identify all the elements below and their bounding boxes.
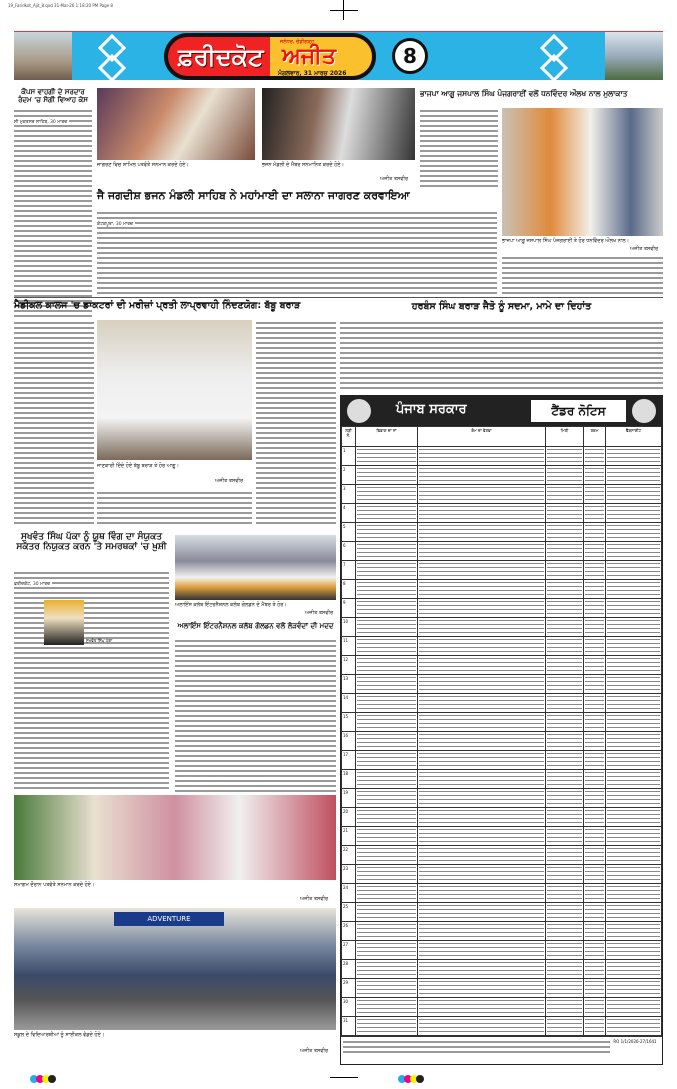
print-slug: 19_Faridkot_Ajit_8.qxd 31-Mar-26 1:18:20 PM Page 8 bbox=[8, 3, 113, 8]
serial-number: 4 bbox=[342, 504, 356, 523]
tender-row bbox=[342, 580, 662, 599]
tender-row bbox=[342, 903, 662, 922]
diamond-pattern bbox=[540, 54, 568, 80]
serial-number: 17 bbox=[342, 751, 356, 770]
tender-row bbox=[342, 960, 662, 979]
serial-number: 24 bbox=[342, 884, 356, 903]
tender-row bbox=[342, 618, 662, 637]
dateline: ਫ਼ਰੀਦਕੋਟ, 30 ਮਾਰਚ bbox=[14, 582, 51, 587]
col-header: ਵੈੱਬਸਾਈਟ bbox=[606, 427, 662, 447]
col-header: ਵਿਭਾਗ ਦਾ ਨਾਂ bbox=[356, 427, 418, 447]
serial-number: 21 bbox=[342, 827, 356, 846]
photo-credit: ਅਜੀਤ ਤਸਵੀਰ bbox=[300, 896, 329, 902]
serial-number: 25 bbox=[342, 903, 356, 922]
serial-number: 22 bbox=[342, 846, 356, 865]
dateline: ਸੀ ਮੁਕਤਸਰ ਸਾਹਿਬ, 30 ਮਾਰਚ bbox=[14, 120, 68, 125]
issue-date: ਮੰਗਲਵਾਰ, 31 ਮਾਰਚ 2026 bbox=[278, 70, 347, 77]
bottom-photo-2 bbox=[14, 908, 336, 1030]
alliance-photo bbox=[175, 535, 336, 600]
city-name: ਫ਼ਰੀਦਕੋਟ bbox=[178, 43, 264, 71]
headline-jagran: ਜੈ ਜਗਦੀਸ਼ ਭਜਨ ਮੰਡਲੀ ਸਾਹਿਬ ਨੇ ਮਹਾਂਮਾਈ ਦਾ ਸਲਾਨਾ ਜਾਗਰਣ ਕਰਵਾਇਆ bbox=[97, 189, 410, 202]
tender-row bbox=[342, 694, 662, 713]
divider bbox=[14, 297, 663, 298]
bjp-photo bbox=[502, 108, 663, 236]
serial-number: 3 bbox=[342, 485, 356, 504]
photo-caption: ਭਾਜਪਾ ਆਗੂ ਜਸਪਾਲ ਸਿੰਘ ਪੰਜਗਰਾਈਂ ਤੇ ਹੋਰ ਧਨਵਿੰਦਰ ਔਲਖ ਨਾਲ। bbox=[502, 238, 630, 244]
tender-row bbox=[342, 979, 662, 998]
serial-number: 18 bbox=[342, 770, 356, 789]
tender-row bbox=[342, 599, 662, 618]
serial-number: 7 bbox=[342, 561, 356, 580]
tender-table bbox=[341, 426, 662, 1036]
headline-harbans: ਹਰਬੰਸ ਸਿੰਘ ਬਰਾੜ ਜੈਤੋ ਨੂੰ ਸਦਮਾ, ਮਾਮੇ ਦਾ ਦਿਹਾਂਤ bbox=[411, 301, 592, 312]
tender-footer bbox=[341, 1036, 662, 1056]
tender-row bbox=[342, 542, 662, 561]
tender-row bbox=[342, 637, 662, 656]
photo-caption: ਜਾਣਕਾਰੀ ਦਿੰਦੇ ਹੋਏ ਬੱਬੂ ਬਰਾੜ ਤੇ ਹੋਰ ਆਗੂ। bbox=[97, 463, 179, 469]
photo-caption: ਭਜਨ ਮੰਡਲੀ ਦੇ ਮੈਂਬਰ ਸਨਮਾਨਿਤ ਕਰਦੇ ਹੋਏ। bbox=[262, 162, 344, 168]
serial-number: 5 bbox=[342, 523, 356, 542]
tender-row bbox=[342, 732, 662, 751]
tender-row bbox=[342, 865, 662, 884]
tender-row bbox=[342, 466, 662, 485]
headline-medical: ਮੈਡੀਕਲ ਕਾਲਜ 'ਚ ਡਾਕਟਰਾਂ ਦੀ ਮਰੀਜ਼ਾਂ ਪ੍ਰਤੀ ਲਾਪ੍ਰਵਾਹੀ ਨਿੰਦਣਯੋਗ: ਬੱਬੂ ਬਰਾੜ bbox=[14, 300, 301, 311]
brand-name: ਅਜੀਤ bbox=[282, 44, 336, 69]
article-body bbox=[14, 320, 94, 525]
page-number: 8 bbox=[392, 38, 428, 74]
serial-number: 13 bbox=[342, 675, 356, 694]
serial-number: 10 bbox=[342, 618, 356, 637]
registration-mark bbox=[330, 10, 358, 11]
photo-credit: ਅਜੀਤ ਤਸਵੀਰ bbox=[300, 1048, 329, 1054]
color-bar bbox=[398, 1068, 422, 1087]
seal-icon bbox=[632, 399, 656, 423]
masthead-logo bbox=[164, 33, 376, 80]
photo-credit: ਅਜੀਤ ਤਸਵੀਰ bbox=[215, 478, 244, 484]
tender-govt: ਪੰਜਾਬ ਸਰਕਾਰ bbox=[396, 402, 467, 417]
photo-caption: ਸਮਾਗਮ ਦੌਰਾਨ ਪਤਵੰਤੇ ਸਨਮਾਨ ਕਰਦੇ ਹੋਏ। bbox=[14, 882, 95, 888]
gurdwara-photo bbox=[605, 32, 663, 80]
photo-credit: ਅਜੀਤ ਤਸਵੀਰ bbox=[630, 246, 659, 252]
headline-sukhwant: ਸੁਖਵੰਤ ਸਿੰਘ ਪੱਕਾ ਨੂੰ ਯੂਥ ਵਿੰਗ ਦਾ ਸੰਯੁਕਤ ਸਕੱਤਰ ਨਿਯੁਕਤ ਕਰਨ 'ਤੇ ਸਮਰਥਕਾਂ 'ਚ ਖ਼ੁਸ਼ੀ bbox=[16, 532, 167, 553]
photo-credit: ਅਜੀਤ ਤਸਵੀਰ bbox=[305, 610, 334, 616]
tender-row bbox=[342, 941, 662, 960]
tender-row bbox=[342, 656, 662, 675]
tender-row bbox=[342, 675, 662, 694]
article-body bbox=[175, 638, 336, 792]
serial-number: 26 bbox=[342, 922, 356, 941]
serial-number: 15 bbox=[342, 713, 356, 732]
sukhwant-portrait bbox=[44, 600, 84, 645]
serial-number: 27 bbox=[342, 941, 356, 960]
serial-number: 30 bbox=[342, 998, 356, 1017]
article-body bbox=[420, 108, 498, 188]
serial-number: 19 bbox=[342, 789, 356, 808]
tender-row bbox=[342, 713, 662, 732]
jagran-photo-1 bbox=[97, 88, 255, 160]
serial-number: 1 bbox=[342, 447, 356, 466]
article-body bbox=[14, 570, 169, 792]
article-body bbox=[340, 320, 663, 390]
tender-row bbox=[342, 523, 662, 542]
bottom-photo-1 bbox=[14, 795, 336, 880]
masthead bbox=[14, 31, 663, 80]
serial-number: 16 bbox=[342, 732, 356, 751]
serial-number: 12 bbox=[342, 656, 356, 675]
photo-caption: ਅਲਾਇੰਸ ਕਲੱਬ ਇੰਟਰਨੈਸ਼ਨਲ ਕਲੱਬ ਗੋਲਡਨ ਦੇ ਮੈਂਬਰ ਤੇ ਹੋਰ। bbox=[175, 602, 287, 608]
tender-row bbox=[342, 485, 662, 504]
tender-row bbox=[342, 922, 662, 941]
tender-row bbox=[342, 770, 662, 789]
registration-mark bbox=[330, 1077, 358, 1078]
tender-row bbox=[342, 846, 662, 865]
article-body bbox=[97, 490, 252, 525]
col-header: ਰਕਮ bbox=[584, 427, 606, 447]
tender-row bbox=[342, 808, 662, 827]
col-header: ਮਿਤੀ bbox=[546, 427, 584, 447]
serial-number: 11 bbox=[342, 637, 356, 656]
serial-number: 20 bbox=[342, 808, 356, 827]
serial-number: 6 bbox=[342, 542, 356, 561]
tender-row bbox=[342, 504, 662, 523]
photo-caption: ਜਾਗਰਣ ਵਿਚ ਸ਼ਾਮਿਲ ਪਤਵੰਤੇ ਸਨਮਾਨ ਕਰਦੇ ਹੋਏ। bbox=[97, 162, 189, 168]
serial-number: 8 bbox=[342, 580, 356, 599]
col-header: ਕੰਮ ਦਾ ਵੇਰਵਾ bbox=[418, 427, 546, 447]
serial-number: 14 bbox=[342, 694, 356, 713]
dateline: ਕੋਟਕਪੂਰਾ, 30 ਮਾਰਚ bbox=[97, 222, 134, 227]
color-bar bbox=[30, 1068, 54, 1087]
punjab-emblem-icon bbox=[347, 399, 371, 423]
serial-number: 28 bbox=[342, 960, 356, 979]
headline-left: ਕੌਪਸ ਵਾਹਗੀ ਦੇ ਸਰਦਾਰ ਰੰਦਮ 'ਚ ਸੋਗੀ ਵਿਆਹ ਕੇਸ bbox=[18, 88, 88, 105]
school-banner: ADVENTURE bbox=[114, 912, 224, 926]
tender-notice bbox=[340, 395, 663, 1065]
headline-bjp: ਭਾਜਪਾ ਆਗੂ ਜਸਪਾਲ ਸਿੰਘ ਪੰਜਗਰਾਈਂ ਵਲੋਂ ਧਨਵਿੰਦਰ ਔਲਖ ਨਾਲ ਮੁਲਾਕਾਤ bbox=[420, 89, 628, 98]
portrait-label: ਸੁਖਵੰਤ ਸਿੰਘ ਪੱਕਾ bbox=[86, 638, 113, 643]
building-photo bbox=[14, 32, 72, 80]
headline-alliance: ਅਲਾਇੰਸ ਇੰਟਰਨੈਸ਼ਨਲ ਕਲੱਬ ਗੋਲਡਨ ਵਲੋਂ ਲੋੜਵੰਦਾਂ ਦੀ ਮਦਦ bbox=[177, 622, 334, 630]
article-body bbox=[502, 255, 663, 295]
serial-number: 23 bbox=[342, 865, 356, 884]
tender-row bbox=[342, 751, 662, 770]
tender-row bbox=[342, 561, 662, 580]
tender-row bbox=[342, 998, 662, 1017]
jagran-photo-2 bbox=[262, 88, 415, 160]
tender-row bbox=[342, 1017, 662, 1036]
medical-photo bbox=[97, 320, 252, 460]
serial-number: 29 bbox=[342, 979, 356, 998]
tender-row bbox=[342, 884, 662, 903]
photo-caption: ਸਕੂਲ ਦੇ ਵਿਦਿਆਰਥੀਆਂ ਨੂੰ ਸਾਈਕਲ ਵੰਡਦੇ ਹੋਏ। bbox=[14, 1032, 105, 1038]
edition: ਜਲੰਧਰ, ਚੰਡੀਗੜ੍ਹ bbox=[280, 39, 315, 45]
serial-number: 2 bbox=[342, 466, 356, 485]
registration-mark bbox=[343, 0, 344, 20]
col-header: ਲੜੀ ਨੰ. bbox=[342, 427, 356, 447]
photo-credit: ਅਜੀਤ ਤਸਵੀਰ bbox=[380, 176, 409, 182]
serial-number: 9 bbox=[342, 599, 356, 618]
article-body bbox=[256, 320, 336, 525]
diamond-pattern bbox=[98, 54, 126, 80]
ro-code: RO 1/1/2026-27/1641 bbox=[613, 1039, 657, 1044]
tender-row bbox=[342, 789, 662, 808]
tender-row bbox=[342, 447, 662, 466]
serial-number: 31 bbox=[342, 1017, 356, 1036]
article-body bbox=[97, 210, 497, 295]
tender-title: ਟੈਂਡਰ ਨੋਟਿਸ bbox=[531, 400, 626, 422]
tender-row bbox=[342, 827, 662, 846]
